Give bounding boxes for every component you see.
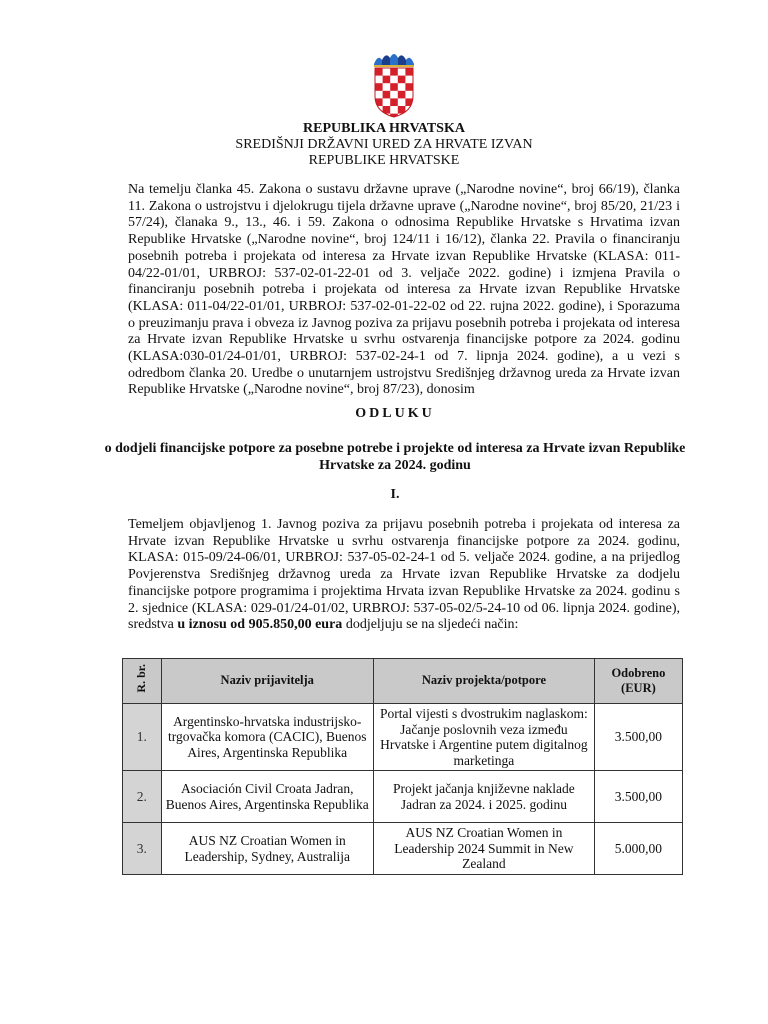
header-office-line1: SREDIŠNJI DRŽAVNI URED ZA HRVATE IZVAN xyxy=(235,137,533,152)
header-applicant: Naziv prijavitelja xyxy=(161,659,373,704)
section-number: I. xyxy=(390,487,400,502)
table-header-row xyxy=(123,659,683,704)
section-body-paragraph xyxy=(128,517,680,634)
row-applicant: Asociación Civil Croata Jadran, Buenos Aires, Argentinska Republika xyxy=(161,771,373,823)
row-amount: 3.500,00 xyxy=(594,704,682,771)
header-approved: Odobreno (EUR) xyxy=(594,659,682,704)
header-project: Naziv projekta/potpore xyxy=(373,659,594,704)
header-country: REPUBLIKA HRVATSKA xyxy=(303,121,465,136)
issuer-header xyxy=(0,121,768,169)
table-row xyxy=(123,771,683,823)
row-number: 3. xyxy=(123,823,162,875)
row-project: AUS NZ Croatian Women in Leadership 2024 Summit in New Zealand xyxy=(373,823,594,875)
croatian-coat-of-arms-icon xyxy=(372,50,416,118)
table-row xyxy=(123,704,683,771)
row-number: 1. xyxy=(123,704,162,771)
row-project: Portal vijesti s dvostrukim naglaskom: Jačanje poslovnih veza između Hrvatske i Argentine putem digitalnog marketinga xyxy=(373,704,594,771)
table-row xyxy=(123,823,683,875)
legal-basis-paragraph: Na temelju članka 45. Zakona o sustavu državne uprave („Narodne novine“, broj 66/19), članka 11. Zakona o ustrojstvu i djelokrugu tijela državne uprave („Narodne novine“, broj 85/20, 21/23 i 57/24), članaka 9., 13., 46. i 59. Zakona o odnosima Republike Hrvatske s Hrvatima izvan Republike Hrvatske („Narodne novine“, broj 124/11 i 16/12), članka 22. Pravila o financiranju posebnih potreba i projekata od interesa za Hrvate izvan Republike Hrvatske (KLASA: 011-04/22-01/01, URBROJ: 537-02-01-22-01 od 3. veljače 2022. godine) i izmjena Pravila o financiranju posebnih potreba i projekata od interesa za Hrvate izvan Republike Hrvatske (KLASA: 011-04/22-01/01, URBROJ: 537-02-01-22-02 od 22. rujna 2022. godine), i Sporazuma o preuzimanju prava i obveza iz Javnog poziva za prijavu posebnih potreba i projekata od interesa za Hrvate izvan Republike Hrvatske u svrhu ostvarenja financijske potpore za 2024. godinu (KLASA:030-01/24-01/01, URBROJ: 537-02-24-1 od 7. lipnja 2024. godine), a u vezi s odredbom članka 20. Uredbe o unutarnjem ustrojstvu Središnjeg državnog ureda za Hrvate izvan Republike Hrvatske („Narodne novine“, broj 87/23), donosim xyxy=(128,182,680,398)
body-text-before: Temeljem objavljenog 1. Javnog poziva za prijavu posebnih potreba i projekata od interesa za Hrvate izvan Republike Hrvatske u svrhu ostvarenja financijske potpore za 2024. godinu, KLASA: 015-09/24-06/01, URBROJ: 537-05-02-24-1 od 5. veljače 2024. godine, a na prijedlog Povjerenstva Središnjeg državnog ureda za Hrvate izvan Republike Hrvatske za dodjelu financijske potpore programima i projektima Hrvata izvan Republike Hrvatske za 2024. godinu s 2. sjednice (KLASA: 029-01/24-01/02, URBROJ: 537-05-02/5-24-10 od 06. lipnja 2024. godine), sredstva xyxy=(128,517,680,633)
body-text-after: dodjeljuju se na sljedeći način: xyxy=(345,617,519,633)
grants-table xyxy=(122,658,683,875)
header-rbr: R. br. xyxy=(123,659,162,704)
row-project: Projekt jačanja književne naklade Jadran za 2024. i 2025. godinu xyxy=(373,771,594,823)
row-amount: 3.500,00 xyxy=(594,771,682,823)
row-number: 2. xyxy=(123,771,162,823)
decision-title: ODLUKU xyxy=(355,406,435,421)
total-amount: u iznosu od 905.850,00 eura xyxy=(177,617,343,633)
row-amount: 5.000,00 xyxy=(594,823,682,875)
decision-subtitle: o dodjeli financijske potpore za posebne potrebe i projekte od interesa za Hrvate izvan Republike Hrvatske za 2024. godinu xyxy=(104,441,686,473)
row-applicant: AUS NZ Croatian Women in Leadership, Sydney, Australija xyxy=(161,823,373,875)
row-applicant: Argentinsko-hrvatska industrijsko-trgovačka komora (CACIC), Buenos Aires, Argentinska Republika xyxy=(161,704,373,771)
header-office-line2: REPUBLIKE HRVATSKE xyxy=(308,153,460,168)
